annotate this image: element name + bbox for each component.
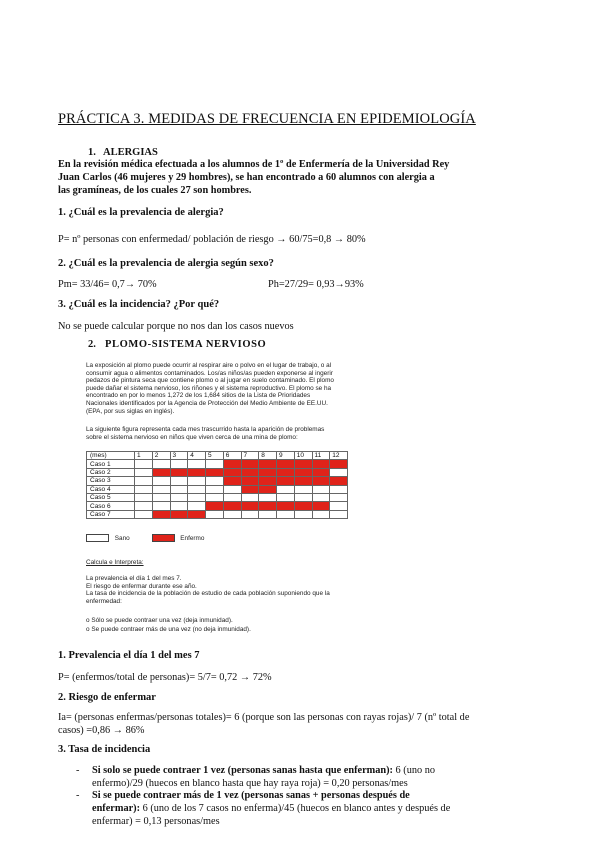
sick-month-cell	[259, 485, 277, 493]
healthy-month-cell	[294, 493, 312, 501]
scan-paragraph-1: La exposición al plomo puede ocurrir al respirar aire o polvo en el lugar de trabajo, o al consumir agua o alimentos contaminados. Los/as niños/as pueden exponerse al ingerir pedazos de pintura seca que contiene plomo o al jugar en suelo contaminado. El plomo puede dañar el sistema nervioso, los riñones y el sistema reproductivo. El plomo se ha encontrado en por lo menos 1,272 de los 1,684 sitios de la Lista de Prioridades Nacionales identificados por la Agencia de Protección del Medio Ambiente de EE.UU. (EPA, por sus siglas en inglés).	[86, 362, 334, 415]
section2-question-1: 1. Prevalencia el día 1 del mes 7	[58, 650, 200, 661]
sick-month-cell	[312, 468, 330, 476]
sick-month-cell	[330, 460, 348, 468]
month-header: 6	[223, 452, 241, 460]
options-list: o Sólo se puede contraer una vez (deja inmunidad). o Se puede contraer más de una vez (no deja inmunidad).	[86, 617, 251, 633]
table-header-row	[87, 452, 348, 460]
healthy-month-cell	[206, 460, 224, 468]
healthy-month-cell	[188, 502, 206, 510]
case-label: Caso 6	[87, 502, 135, 510]
healthy-month-cell	[330, 485, 348, 493]
sick-month-cell	[277, 477, 295, 485]
table-legend	[86, 534, 204, 542]
case-row	[87, 460, 348, 468]
healthy-month-cell	[223, 510, 241, 518]
case-label: Caso 3	[87, 477, 135, 485]
section1-number: 1.	[88, 147, 96, 158]
healthy-month-cell	[312, 510, 330, 518]
bullet-1: Si solo se puede contraer 1 vez (personas sanas hasta que enferman): 6 (uno no enfermo)/29 (huecos en blanco hasta que hay raya roja) = 0,20 personas/mes	[92, 765, 436, 789]
healthy-month-cell	[135, 468, 153, 476]
case-row	[87, 493, 348, 501]
section1-answer-2-men: Ph=27/29= 0,93→93%	[268, 279, 364, 290]
scan-paragraph-2: La siguiente figura representa cada mes trascurrido hasta la aparición de problemas sobre el sistema nervioso en niños que viven cerca de una mina de plomo:	[86, 426, 325, 441]
sick-month-cell	[294, 502, 312, 510]
section2-number: 2.	[88, 339, 96, 350]
healthy-month-cell	[330, 468, 348, 476]
section2-question-2: 2. Riesgo de enfermar	[58, 692, 156, 703]
healthy-month-cell	[259, 510, 277, 518]
healthy-month-cell	[152, 477, 170, 485]
sick-month-cell	[259, 468, 277, 476]
month-header: 1	[135, 452, 153, 460]
legend-sick-label: Enfermo	[180, 534, 205, 542]
sick-month-cell	[223, 460, 241, 468]
section2-question-3: 3. Tasa de incidencia	[58, 744, 151, 755]
legend-sick-swatch	[152, 534, 175, 542]
healthy-month-cell	[188, 493, 206, 501]
sick-month-cell	[241, 460, 259, 468]
case-label: Caso 5	[87, 493, 135, 501]
bullet-2: Si se puede contraer más de 1 vez (personas sanas + personas después de enfermar): 6 (uno de los 7 casos no enferma)/45 (huecos en blanco antes y después de enfermar) = 0,13 personas/mes	[92, 790, 451, 827]
healthy-month-cell	[206, 477, 224, 485]
legend-healthy-label: Sano	[114, 534, 130, 542]
section1-question-1: 1. ¿Cuál es la prevalencia de alergia?	[58, 207, 224, 218]
bullet-dash-1: -	[76, 765, 80, 776]
instructions-title: Calcula e Interpreta:	[86, 559, 144, 566]
page-title: PRÁCTICA 3. MEDIDAS DE FRECUENCIA EN EPIDEMIOLOGÍA	[58, 111, 476, 127]
healthy-month-cell	[152, 460, 170, 468]
sick-month-cell	[152, 468, 170, 476]
case-label: Caso 1	[87, 460, 135, 468]
healthy-month-cell	[135, 460, 153, 468]
healthy-month-cell	[206, 485, 224, 493]
month-header: 7	[241, 452, 259, 460]
case-label: Caso 2	[87, 468, 135, 476]
sick-month-cell	[206, 468, 224, 476]
month-header: 10	[294, 452, 312, 460]
case-row	[87, 510, 348, 518]
healthy-month-cell	[312, 493, 330, 501]
sick-month-cell	[277, 502, 295, 510]
healthy-month-cell	[170, 502, 188, 510]
healthy-month-cell	[206, 510, 224, 518]
healthy-month-cell	[135, 510, 153, 518]
sick-month-cell	[188, 510, 206, 518]
healthy-month-cell	[330, 493, 348, 501]
month-header: 2	[152, 452, 170, 460]
sick-month-cell	[188, 468, 206, 476]
sick-month-cell	[312, 477, 330, 485]
healthy-month-cell	[277, 493, 295, 501]
healthy-month-cell	[152, 485, 170, 493]
section1-question-2: 2. ¿Cuál es la prevalencia de alergia según sexo?	[58, 258, 274, 269]
month-header: 8	[259, 452, 277, 460]
healthy-month-cell	[135, 502, 153, 510]
sick-month-cell	[259, 502, 277, 510]
section1-heading: ALERGIAS	[103, 147, 158, 158]
sick-month-cell	[241, 502, 259, 510]
sick-month-cell	[294, 468, 312, 476]
healthy-month-cell	[170, 493, 188, 501]
sick-month-cell	[170, 510, 188, 518]
healthy-month-cell	[170, 460, 188, 468]
month-header: 5	[206, 452, 224, 460]
sick-month-cell	[277, 468, 295, 476]
healthy-month-cell	[152, 493, 170, 501]
sick-month-cell	[241, 468, 259, 476]
sick-month-cell	[223, 468, 241, 476]
section2-answer-2: Ia= (personas enfermas/personas totales)= 6 (porque son las personas con rayas rojas)/ 7 (nº total de casos) =0,86 → 86%	[58, 712, 470, 736]
case-row	[87, 477, 348, 485]
healthy-month-cell	[330, 510, 348, 518]
case-month-table	[86, 451, 348, 519]
healthy-month-cell	[135, 477, 153, 485]
healthy-month-cell	[135, 493, 153, 501]
sick-month-cell	[152, 510, 170, 518]
case-row	[87, 485, 348, 493]
month-header: 9	[277, 452, 295, 460]
section2-answer-1: P= (enfermos/total de personas)= 5/7= 0,72 → 72%	[58, 672, 272, 683]
healthy-month-cell	[223, 493, 241, 501]
healthy-month-cell	[206, 493, 224, 501]
healthy-month-cell	[241, 510, 259, 518]
sick-month-cell	[330, 477, 348, 485]
month-header: 11	[312, 452, 330, 460]
healthy-month-cell	[294, 510, 312, 518]
section1-answer-2-women: Pm= 33/46= 0,7→ 70%	[58, 279, 157, 290]
case-row	[87, 468, 348, 476]
section2-heading: PLOMO-SISTEMA NERVIOSO	[105, 339, 267, 350]
legend-healthy-swatch	[86, 534, 109, 542]
healthy-month-cell	[277, 510, 295, 518]
instructions-list: La prevalencia el día 1 del mes 7. El riesgo de enfermar durante ese año. La tasa de incidencia de la población de estudio de cada población suponiendo que la enfermedad:	[86, 575, 330, 605]
sick-month-cell	[312, 460, 330, 468]
healthy-month-cell	[330, 502, 348, 510]
case-row	[87, 502, 348, 510]
month-header: 12	[330, 452, 348, 460]
sick-month-cell	[259, 460, 277, 468]
sick-month-cell	[223, 477, 241, 485]
sick-month-cell	[241, 485, 259, 493]
section1-answer-1: P= nº personas con enfermedad/ población de riesgo → 60/75=0,8 → 80%	[58, 234, 366, 245]
sick-month-cell	[294, 477, 312, 485]
sick-month-cell	[241, 477, 259, 485]
healthy-month-cell	[294, 485, 312, 493]
healthy-month-cell	[188, 477, 206, 485]
healthy-month-cell	[259, 493, 277, 501]
month-header: 3	[170, 452, 188, 460]
healthy-month-cell	[152, 502, 170, 510]
case-label: Caso 7	[87, 510, 135, 518]
sick-month-cell	[170, 468, 188, 476]
sick-month-cell	[294, 460, 312, 468]
healthy-month-cell	[188, 485, 206, 493]
healthy-month-cell	[135, 485, 153, 493]
sick-month-cell	[223, 502, 241, 510]
healthy-month-cell	[223, 485, 241, 493]
case-label: Caso 4	[87, 485, 135, 493]
bullet-dash-2: -	[76, 790, 80, 801]
healthy-month-cell	[188, 460, 206, 468]
healthy-month-cell	[312, 485, 330, 493]
healthy-month-cell	[170, 477, 188, 485]
healthy-month-cell	[277, 485, 295, 493]
sick-month-cell	[312, 502, 330, 510]
sick-month-cell	[206, 502, 224, 510]
month-header: 4	[188, 452, 206, 460]
sick-month-cell	[277, 460, 295, 468]
section1-question-3: 3. ¿Cuál es la incidencia? ¿Por qué?	[58, 299, 220, 310]
healthy-month-cell	[170, 485, 188, 493]
healthy-month-cell	[241, 493, 259, 501]
table-header-label: (mes)	[87, 452, 135, 460]
section1-answer-3: No se puede calcular porque no nos dan los casos nuevos	[58, 321, 294, 332]
section1-intro: En la revisión médica efectuada a los alumnos de 1º de Enfermería de la Universidad Rey Juan Carlos (46 mujeres y 29 hombres), se han encontrado a 60 alumnos con alergia a las gramíneas, de los cuales 27 son hombres.	[58, 159, 450, 196]
sick-month-cell	[259, 477, 277, 485]
